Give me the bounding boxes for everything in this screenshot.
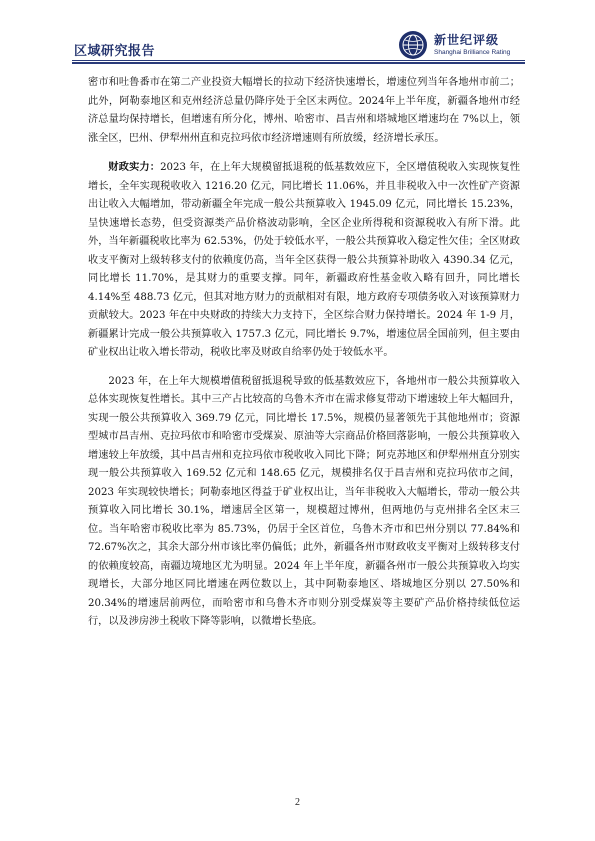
brand-logo bbox=[398, 30, 510, 60]
report-section-title: 区域研究报告 bbox=[74, 44, 156, 59]
header-divider-thick bbox=[72, 62, 525, 64]
globe-emblem-icon bbox=[398, 30, 428, 60]
report-body bbox=[88, 74, 520, 642]
page-number: 2 bbox=[295, 797, 300, 808]
paragraph-prefecture-revenue: 2023 年，在上年大规模增值税留抵退税导致的低基数效应下，各地州市一般公共预算收入总体实现恢复性增长。其中三产占比较高的乌鲁木齐市在需求修复带动下增速较上年大幅回升，实现一般公共预算收入 369.79 亿元，同比增长 17.5%，规模仍显著领先于其他地州市；资源型城市昌吉州、克拉玛依市和哈密市受煤炭、原油等大宗商品价格回落影响，一般公共预算收入增速较上年放缓，其中昌吉州和克拉玛依市税收收入同比下降；阿克苏地区和伊犁州州直分别实现一般公共预算收入 169.52 亿元和 148.65 亿元，规模排名仅于昌吉州和克拉玛依市之间，2023 年实现较快增长；阿勒泰地区得益于矿业权出让，当年非税收入大幅增长，带动一般公共预算收入同比增长 30.1%，增速居全区第一，规模超过博州，但两地仍与克州排名全区末三位。当年哈密市税收比率为 85.73%，仍居于全区首位，乌鲁木齐市和巴州分别以 77.84%和 72.67%次之，其余大部分州市该比率仍偏低；此外，新疆各州市财政收支平衡对上级转移支付的依赖度较高，南疆边境地区尤为明显。2024 年上半年度，新疆各州市一般公共预算收入均实现增长，大部分地区同比增速在两位数以上，其中阿勒泰地区、塔城地区分别以 27.50%和 20.34%的增速居前两位，而哈密市和乌鲁木齐市则分别受煤炭等主要矿产品价格持续低位运行，以及涉房涉土税收下降等影响，以微增长垫底。 bbox=[88, 375, 520, 627]
paragraph-economy: 密市和吐鲁番市在第二产业投资大幅增长的拉动下经济快速增长，增速位列当年各地州市前二；此外，阿勒泰地区和克州经济总量仍降序处于全区末两位。2024年上半年度，新疆各地州市经济总量均保持增长，但增速有所分化，博州、哈密市、昌吉州和塔城地区增速均在 7%以上，领涨全区，巴州、伊犁州州直和克拉玛依市经济增速则有所放缓，经济增长承压。 bbox=[88, 77, 520, 144]
fiscal-strength-heading: 财政实力： bbox=[108, 161, 161, 173]
fiscal-strength-text: 2023 年，在上年大规模留抵退税的低基数效应下，全区增值税收入实现恢复性增长，全年实现税收收入 1216.20 亿元，同比增长 11.06%，并且非税收入中一次性矿产资源出让收入大幅增加，带动新疆全年完成一般公共预算收入 1945.09 亿元，同比增长 15.23%，呈快速增长态势，但受资源类产品价格波动影响，全区企业所得税和资源税收入有所下滑。此外，当年新疆税收比率为 62.53%，仍处于较低水平，一般公共预算收入稳定性欠佳；全区财政收支平衡对上级转移支付的依赖度仍高，当年全区获得一般公共预算补助收入 4390.34 亿元，同比增长 11.70%，是其财力的重要支撑。同年，新疆政府性基金收入略有回升，同比增长 4.14%至 488.73 亿元，但其对地方财力的贡献相对有限，地方政府专项债务收入对该预算财力贡献较大。2023 年在中央财政的持续大力支持下，全区综合财力保持增长。2024 年 1-9 月，新疆累计完成一般公共预算收入 1757.3 亿元，同比增长 9.7%，增速位居全国前列，但主要由矿业权出让收入增长带动，税收比率及财政自给率仍处于较低水平。 bbox=[88, 162, 520, 358]
header-divider bbox=[72, 60, 525, 61]
paragraph-fiscal-strength bbox=[88, 158, 520, 363]
brand-name-cn: 新世纪评级 bbox=[434, 33, 500, 47]
brand-name-en: Shanghai Brilliance Rating bbox=[434, 49, 511, 56]
